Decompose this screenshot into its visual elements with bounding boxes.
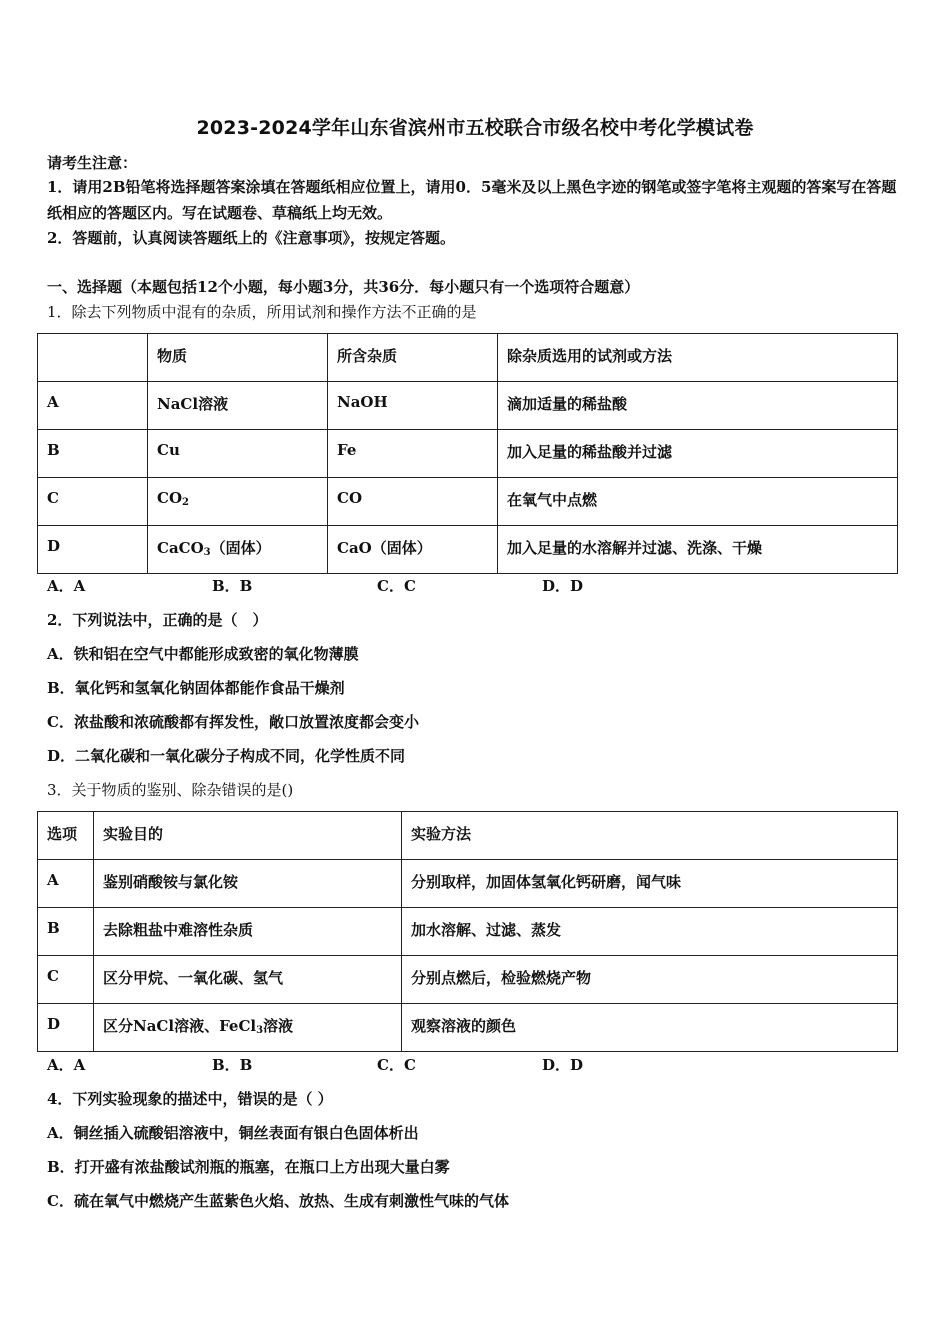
notice-item-1: 1．请用2B铅笔将选择题答案涂填在答题纸相应位置上，请用0．5毫米及以上黑色字迹的钢笔或签字笔将主观题的答案写在答题纸相应的答题区内。写在试题卷、草稿纸上均无效。 — [47, 178, 897, 222]
goal-cell — [94, 1004, 402, 1052]
table-row — [38, 1004, 898, 1052]
formula-subscript: 3 — [256, 1025, 264, 1036]
substance-cell — [148, 478, 328, 526]
goal-cell: 区分甲烷、一氧化碳、氢气 — [94, 956, 402, 1004]
method-cell: 在氧气中点燃 — [498, 478, 898, 526]
method-cell: 滴加适量的稀盐酸 — [498, 382, 898, 430]
table-header-cell: 实验方法 — [402, 812, 898, 860]
table-row — [38, 478, 898, 526]
method-cell: 加水溶解、过滤、蒸发 — [402, 908, 898, 956]
goal-cell: 鉴别硝酸铵与氯化铵 — [94, 860, 402, 908]
table-row — [38, 860, 898, 908]
option-b[interactable]: B．B — [212, 1056, 253, 1074]
question-3-text: 3．关于物质的鉴别、除杂错误的是() — [47, 781, 294, 799]
question-2-text: 2．下列说法中，正确的是（ ） — [47, 611, 268, 629]
substance-cell: Cu — [148, 430, 328, 478]
row-key: C — [38, 478, 148, 526]
goal-text-tail: 溶液 — [263, 1017, 294, 1035]
question-2-option-c[interactable]: C．浓盐酸和浓硫酸都有挥发性，敞口放置浓度都会变小 — [47, 713, 419, 731]
formula-subscript: 2 — [182, 497, 189, 508]
question-2-option-d[interactable]: D．二氧化碳和一氧化碳分子构成不同，化学性质不同 — [47, 747, 406, 765]
impurity-cell: Fe — [328, 430, 498, 478]
formula-tail: （固体） — [210, 539, 271, 557]
method-cell: 加入足量的水溶解并过滤、洗涤、干燥 — [498, 526, 898, 574]
question-4-option-c[interactable]: C．硫在氧气中燃烧产生蓝紫色火焰、放热、生成有刺激性气味的气体 — [47, 1192, 509, 1210]
formula-main: CO — [157, 489, 183, 507]
table-header-row — [38, 334, 898, 382]
question-4-option-a[interactable]: A．铜丝插入硫酸铝溶液中，铜丝表面有银白色固体析出 — [47, 1124, 419, 1142]
table-row — [38, 956, 898, 1004]
method-cell: 加入足量的稀盐酸并过滤 — [498, 430, 898, 478]
row-key: A — [38, 382, 148, 430]
question-4-text: 4．下列实验现象的描述中，错误的是（ ） — [47, 1090, 333, 1108]
method-cell: 观察溶液的颜色 — [402, 1004, 898, 1052]
row-key: B — [38, 908, 94, 956]
substance-cell: NaCl溶液 — [148, 382, 328, 430]
question-3-table — [37, 811, 898, 1052]
formula-subscript: 3 — [203, 547, 211, 558]
method-cell: 分别取样，加固体氢氧化钙研磨，闻气味 — [402, 860, 898, 908]
option-d[interactable]: D．D — [542, 1056, 584, 1074]
question-2-option-a[interactable]: A．铁和铝在空气中都能形成致密的氧化物薄膜 — [47, 645, 359, 663]
row-key: D — [38, 1004, 94, 1052]
question-4-option-b[interactable]: B．打开盛有浓盐酸试剂瓶的瓶塞，在瓶口上方出现大量白雾 — [47, 1158, 450, 1176]
row-key: B — [38, 430, 148, 478]
goal-cell: 去除粗盐中难溶性杂质 — [94, 908, 402, 956]
goal-text: 区分NaCl溶液、FeCl — [103, 1017, 257, 1035]
table-row — [38, 382, 898, 430]
row-key: A — [38, 860, 94, 908]
question-1-options — [47, 575, 707, 596]
table-header-cell: 所含杂质 — [328, 334, 498, 382]
impurity-cell: NaOH — [328, 382, 498, 430]
table-header-row — [38, 812, 898, 860]
table-row — [38, 908, 898, 956]
page-title: 2023-2024学年山东省滨州市五校联合市级名校中考化学模试卷 — [196, 117, 754, 139]
question-1-text: 1．除去下列物质中混有的杂质，所用试剂和操作方法不正确的是 — [47, 303, 477, 321]
table-row — [38, 526, 898, 574]
option-a[interactable]: A．A — [47, 577, 86, 595]
row-key: D — [38, 526, 148, 574]
table-header-cell: 除杂质选用的试剂或方法 — [498, 334, 898, 382]
table-header-cell: 物质 — [148, 334, 328, 382]
row-key: C — [38, 956, 94, 1004]
option-d[interactable]: D．D — [542, 577, 584, 595]
table-row — [38, 430, 898, 478]
notice-heading: 请考生注意： — [47, 154, 138, 172]
option-b[interactable]: B．B — [212, 577, 253, 595]
section-heading: 一、选择题（本题包括12个小题，每小题3分，共36分．每小题只有一个选项符合题意） — [47, 278, 640, 296]
question-2-option-b[interactable]: B．氧化钙和氢氧化钠固体都能作食品干燥剂 — [47, 679, 345, 697]
impurity-cell: CaO（固体） — [328, 526, 498, 574]
table-header-cell: 实验目的 — [94, 812, 402, 860]
formula-main: CaCO — [157, 539, 204, 557]
option-c[interactable]: C．C — [377, 577, 416, 595]
question-1-table — [37, 333, 898, 574]
question-3-options — [47, 1054, 707, 1075]
substance-cell — [148, 526, 328, 574]
option-c[interactable]: C．C — [377, 1056, 416, 1074]
option-a[interactable]: A．A — [47, 1056, 86, 1074]
table-header-cell — [38, 334, 148, 382]
notice-item-2: 2．答题前，认真阅读答题纸上的《注意事项》，按规定答题。 — [47, 229, 455, 247]
table-header-cell: 选项 — [38, 812, 94, 860]
method-cell: 分别点燃后，检验燃烧产物 — [402, 956, 898, 1004]
impurity-cell: CO — [328, 478, 498, 526]
